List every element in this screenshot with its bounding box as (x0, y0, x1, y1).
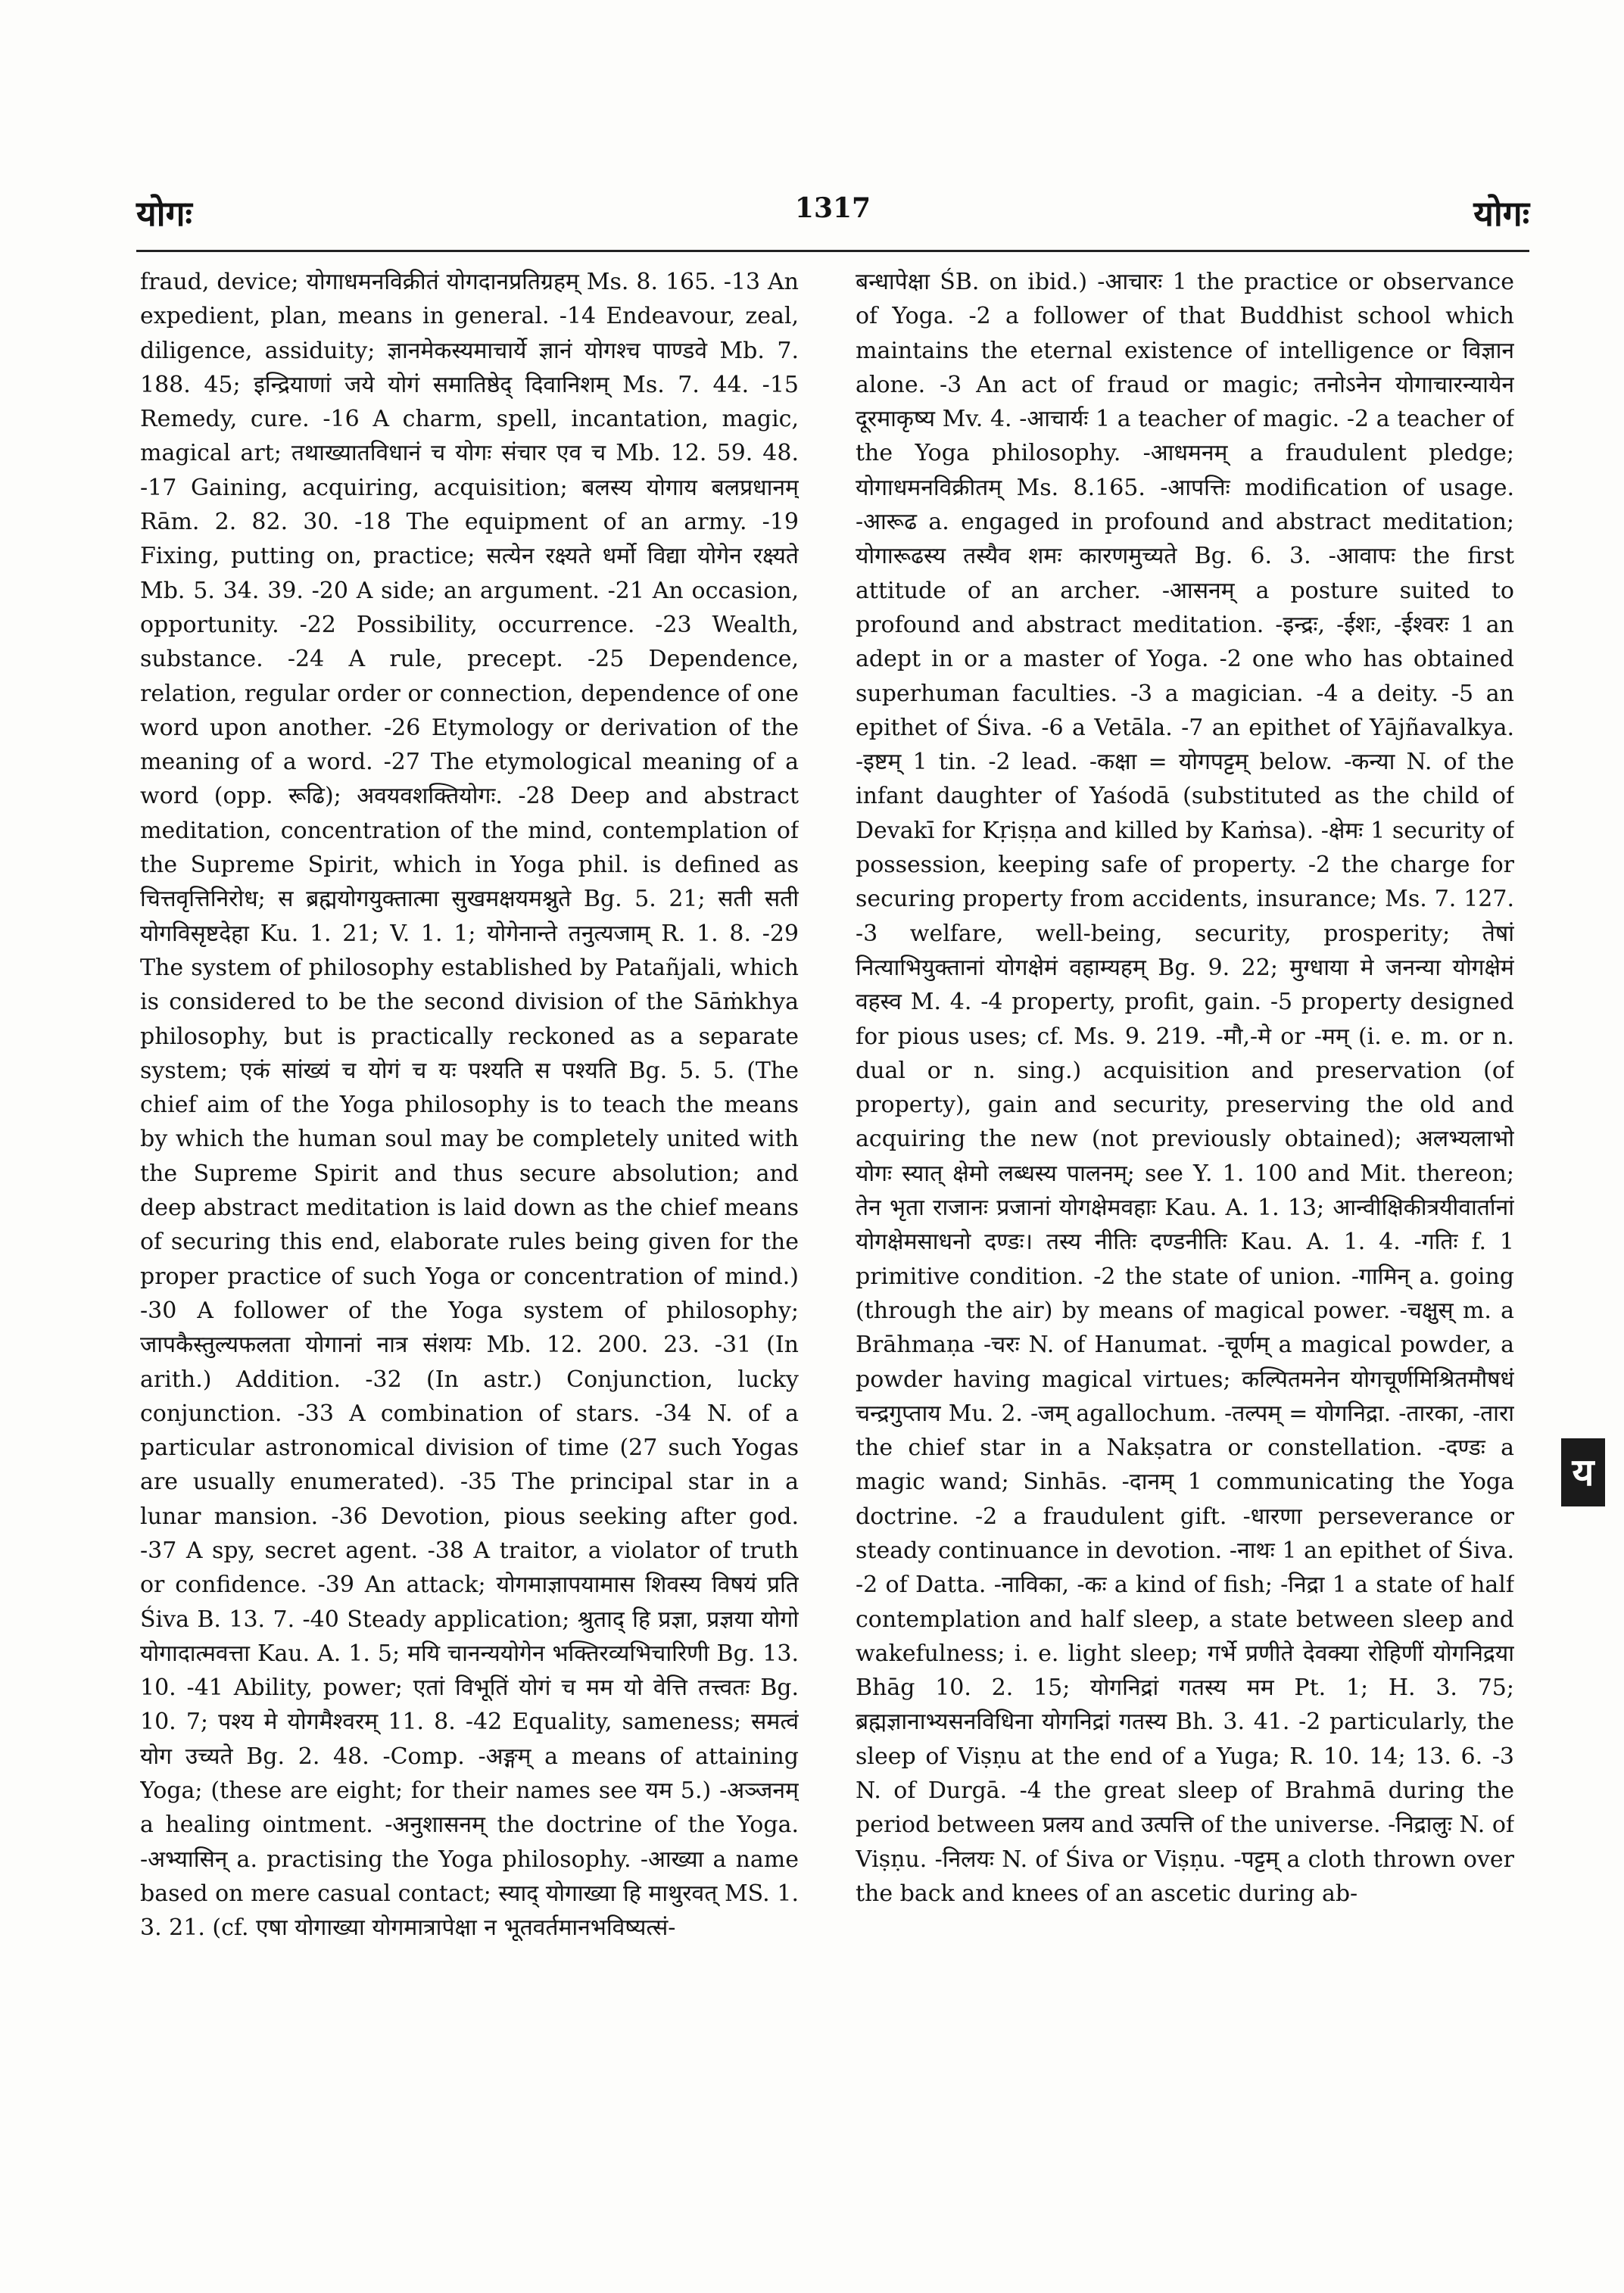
running-headword-left: योगः (136, 193, 192, 234)
header-rule (136, 250, 1529, 252)
page-number: 1317 (794, 192, 871, 224)
page-header (136, 189, 1529, 250)
text-column-right (856, 265, 1514, 2203)
left-column-text: fraud, device; योगाधमनविक्रीतं योगदानप्रतिग्रहम् Ms. 8. 165. -13 An expedient, plan, means in general. -14 Endeavour, zeal, diligence, assiduity; ज्ञानमेकस्यमाचार्ये ज्ञानं योगश्च पाण्डवे Mb. 7. 188. 45; इन्द्रियाणां जये योगं समातिष्ठेद् दिवानिशम् Ms. 7. 44. -15 Remedy, cure. -16 A charm, spell, incantation, magic, magical art; तथाख्यातविधानं च योगः संचार एव च Mb. 12. 59. 48. -17 Gaining, acquiring, acquisition; बलस्य योगाय बलप्रधानम् Rām. 2. 82. 30. -18 The equipment of an army. -19 Fixing, putting on, practice; सत्येन रक्ष्यते धर्मो विद्या योगेन रक्ष्यते Mb. 5. 34. 39. -20 A side; an argument. -21 An occasion, opportunity. -22 Possibility, occurrence. -23 Wealth, substance. -24 A rule, precept. -25 Dependence, relation, regular order or connection, dependence of one word upon another. -26 Etymology or derivation of the meaning of a word. -27 The etymological meaning of a word (opp. रूढि); अवयवशक्तियोगः. -28 Deep and abstract meditation, concentration of the mind, contemplation of the Supreme Spirit, which in Yoga phil. is defined as चित्तवृत्तिनिरोध; स ब्रह्मयोगयुक्तात्मा सुखमक्षयमश्नुते Bg. 5. 21; सती सती योगविसृष्टदेहा Ku. 1. 21; V. 1. 1; योगेनान्ते तनुत्यजाम् R. 1. 8. -29 The system of philosophy established by Patañjali, which is considered to be the second division of the Sāṁkhya philosophy, but is practically reckoned as a separate system; एकं सांख्यं च योगं च यः पश्यति स पश्यति Bg. 5. 5. (The chief aim of the Yoga philosophy is to teach the means by which the human soul may be completely united with the Supreme Spirit and thus secure absolution; and deep abstract meditation is laid down as the chief means of securing this end, elaborate rules being given for the proper practice of such Yoga or concentration of mind.) -30 A follower of the Yoga system of philosophy; जापकैस्तुल्यफलता योगानां नात्र संशयः Mb. 12. 200. 23. -31 (In arith.) Addition. -32 (In astr.) Conjunction, lucky conjunction. -33 A combination of stars. -34 N. of a particular astronomical division of time (27 such Yogas are usually enumerated). -35 The principal star in a lunar mansion. -36 Devotion, pious seeking after god. -37 A spy, secret agent. -38 A traitor, a violator of truth or confidence. -39 An attack; योगमाज्ञापयामास शिवस्य विषयं प्रति Śiva B. 13. 7. -40 Steady application; श्रुताद् हि प्रज्ञा, प्रज्ञया योगो योगादात्मवत्ता Kau. A. 1. 5; मयि चानन्ययोगेन भक्तिरव्यभिचारिणी Bg. 13. 10. -41 Ability, power; एतां विभूतिं योगं च मम यो वेत्ति तत्त्वतः Bg. 10. 7; पश्य मे योगमैश्वरम् 11. 8. -42 Equality, sameness; समत्वं योग उच्यते Bg. 2. 48. -Comp. -अङ्गम् a means of attaining Yoga; (these are eight; for their names see यम 5.) -अञ्जनम् a healing ointment. -अनुशासनम् the doctrine of the Yoga. -अभ्यासिन् a. practising the Yoga philosophy. -आख्या a name based on mere casual contact; स्याद् योगाख्या हि माथुरवत् MS. 1. 3. 21. (cf. एषा योगाख्या योगमात्रापेक्षा न भूतवर्तमानभविष्यत्सं- (140, 269, 799, 1942)
text-column-left (140, 265, 799, 2203)
running-headword-right: योगः (1473, 193, 1529, 234)
thumb-index-marker: य (1561, 1438, 1605, 1506)
right-column-text: बन्धापेक्षा ŚB. on ibid.) -आचारः 1 the practice or observance of Yoga. -2 a follower of that Buddhist school which maintains the eternal existence of intelligence or विज्ञान alone. -3 An act of fraud or magic; तनोऽनेन योगाचारन्यायेन दूरमाकृष्य Mv. 4. -आचार्यः 1 a teacher of magic. -2 a teacher of the Yoga philosophy. -आधमनम् a fraudulent pledge; योगाधमनविक्रीतम् Ms. 8.165. -आपत्तिः modification of usage. -आरूढ a. engaged in profound and abstract meditation; योगारूढस्य तस्यैव शमः कारणमुच्यते Bg. 6. 3. -आवापः the first attitude of an archer. -आसनम् a posture suited to profound and abstract meditation. -इन्द्रः, -ईशः, -ईश्वरः 1 an adept in or a master of Yoga. -2 one who has obtained superhuman faculties. -3 a magician. -4 a deity. -5 an epithet of Śiva. -6 a Vetāla. -7 an epithet of Yājñavalkya. -इष्टम् 1 tin. -2 lead. -कक्षा = योगपट्टम् below. -कन्या N. of the infant daughter of Yaśodā (substituted as the child of Devakī for Kṛiṣṇa and killed by Kaṁsa). -क्षेमः 1 security of possession, keeping safe of property. -2 the charge for securing property from accidents, insurance; Ms. 7. 127. -3 welfare, well-being, security, prosperity; तेषां नित्याभियुक्तानां योगक्षेमं वहाम्यहम् Bg. 9. 22; मुग्धाया मे जनन्या योगक्षेमं वहस्व M. 4. -4 property, profit, gain. -5 property designed for pious uses; cf. Ms. 9. 219. -मौ,-मे or -मम् (i. e. m. or n. dual or n. sing.) acquisition and preservation (of property), gain and security, preserving the old and acquiring the new (not previously obtained); अलभ्यलाभो योगः स्यात् क्षेमो लब्धस्य पालनम्; see Y. 1. 100 and Mit. thereon; तेन भृता राजानः प्रजानां योगक्षेमवहाः Kau. A. 1. 13; आन्वीक्षिकीत्रयीवार्तानां योगक्षेमसाधनो दण्डः। तस्य नीतिः दण्डनीतिः Kau. A. 1. 4. -गतिः f. 1 primitive condition. -2 the state of union. -गामिन् a. going (through the air) by means of magical power. -चक्षुस् m. a Brāhmaṇa -चरः N. of Hanumat. -चूर्णम् a magical powder, a powder having magical virtues; कल्पितमनेन योगचूर्णमिश्रितमौषधं चन्द्रगुप्ताय Mu. 2. -जम् agallochum. -तल्पम् = योगनिद्रा. -तारका, -तारा the chief star in a Nakṣatra or constellation. -दण्डः a magic wand; Sinhās. -दानम् 1 communicating the Yoga doctrine. -2 a fraudulent gift. -धारणा perseverance or steady continuance in devotion. -नाथः 1 an epithet of Śiva. -2 of Datta. -नाविका, -कः a kind of fish; -निद्रा 1 a state of half contemplation and half sleep, a state between sleep and wakefulness; i. e. light sleep; गर्भे प्रणीते देवक्या रोहिणीं योगनिद्रया Bhāg 10. 2. 15; योगनिद्रां गतस्य मम Pt. 1; H. 3. 75; ब्रह्मज्ञानाभ्यसनविधिना योगनिद्रां गतस्य Bh. 3. 41. -2 particularly, the sleep of Viṣṇu at the end of a Yuga; R. 10. 14; 13. 6. -3 N. of Durgā. -4 the great sleep of Brahmā during the period between प्रलय and उत्पत्ति of the universe. -निद्रालुः N. of Viṣṇu. -निलयः N. of Śiva or Viṣṇu. -पट्टम् a cloth thrown over the back and knees of an ascetic during ab- (856, 269, 1514, 1907)
